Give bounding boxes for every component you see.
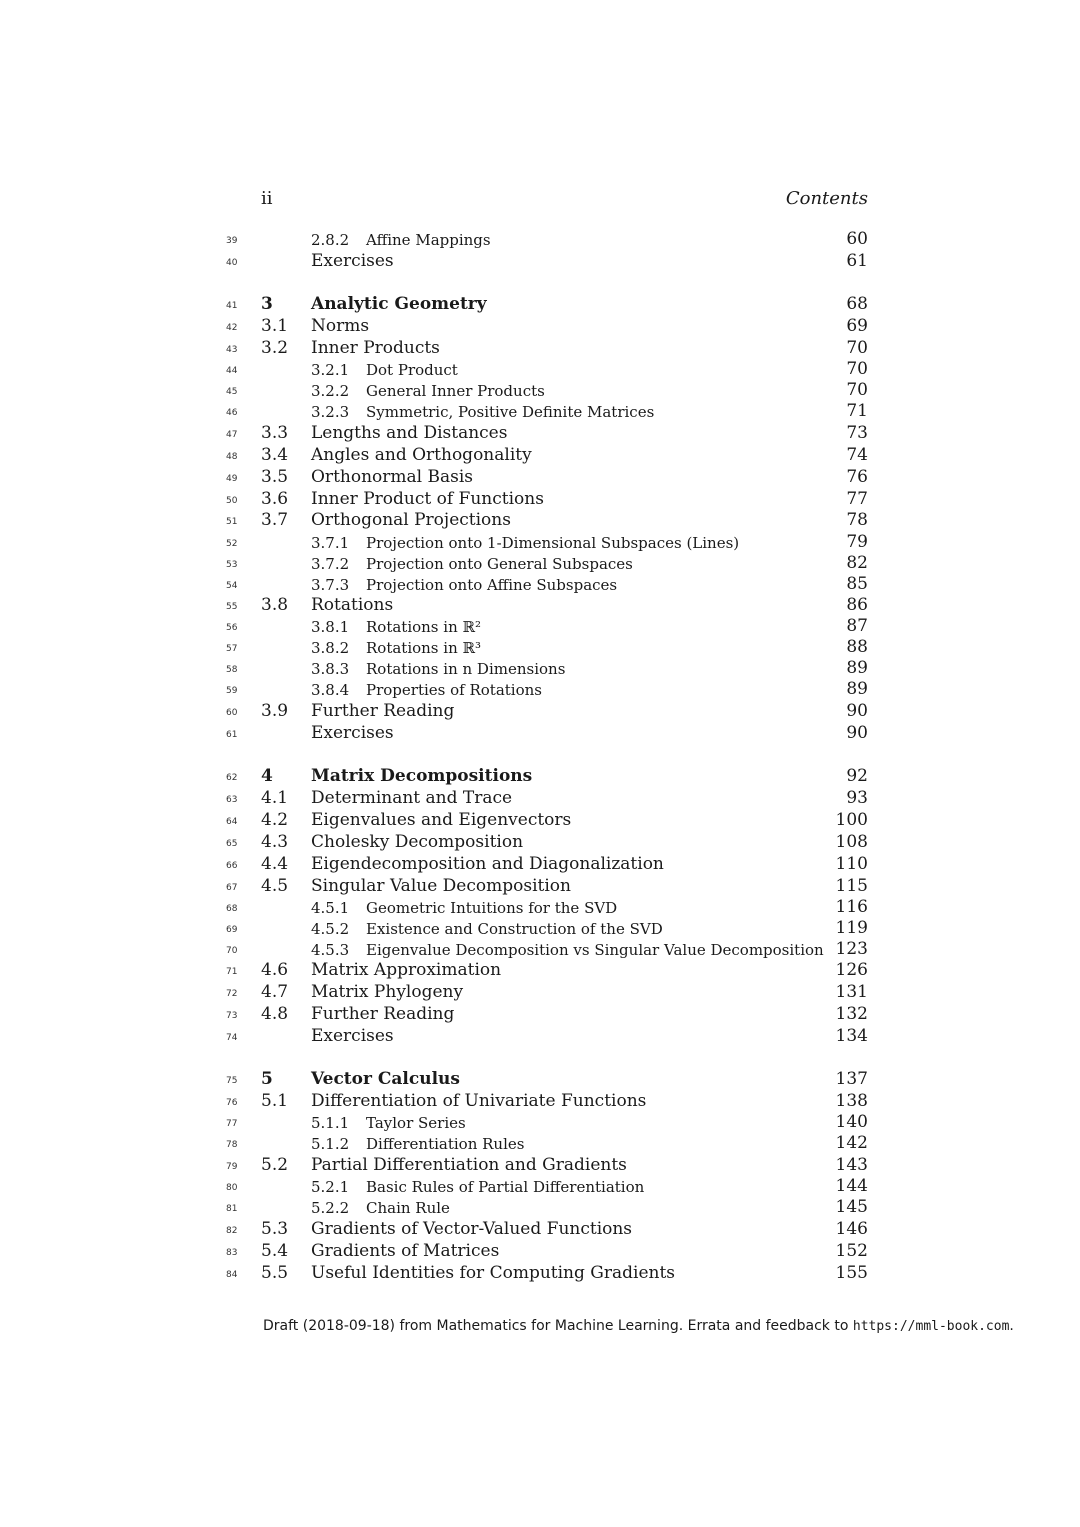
- toc-subsection[interactable]: [0, 553, 1080, 575]
- entry-number: 3.3: [261, 423, 289, 443]
- toc-section[interactable]: [0, 251, 1080, 273]
- entry-page: 89: [846, 679, 868, 699]
- entry-number: 3.7.3: [311, 576, 350, 594]
- line-number: 43: [226, 345, 238, 355]
- entry-number: 3.8.2: [311, 639, 350, 657]
- line-number: 46: [226, 408, 238, 418]
- line-number: 54: [226, 581, 238, 591]
- line-number: 72: [226, 989, 238, 999]
- entry-title[interactable]: Partial Differentiation and Gradients: [311, 1155, 627, 1175]
- entry-title[interactable]: Geometric Intuitions for the SVD: [366, 899, 618, 917]
- toc-subsection[interactable]: [0, 229, 1080, 251]
- entry-page: 108: [835, 832, 868, 852]
- entry-number: 5.2.1: [311, 1178, 350, 1196]
- entry-title[interactable]: Orthonormal Basis: [311, 467, 473, 487]
- entry-title[interactable]: Inner Products: [311, 338, 440, 358]
- entry-number: 3: [261, 294, 273, 314]
- line-number: 58: [226, 665, 238, 675]
- toc-subsection[interactable]: [0, 679, 1080, 701]
- line-number: 70: [226, 946, 238, 956]
- entry-number: 3.2.3: [311, 403, 350, 421]
- entry-page: 87: [846, 616, 868, 636]
- entry-title[interactable]: Determinant and Trace: [311, 788, 513, 808]
- entry-title[interactable]: Differentiation Rules: [366, 1135, 525, 1153]
- entry-page: 93: [846, 788, 868, 808]
- entry-number: 4.1: [261, 788, 289, 808]
- toc-section[interactable]: [0, 338, 1080, 360]
- entry-title[interactable]: Dot Product: [366, 361, 458, 379]
- toc-section[interactable]: [0, 1155, 1080, 1177]
- toc-subsection[interactable]: [0, 532, 1080, 554]
- entry-page: 90: [846, 723, 868, 743]
- entry-page: 143: [835, 1155, 868, 1175]
- line-number: 56: [226, 623, 238, 633]
- entry-title[interactable]: Exercises: [311, 1026, 394, 1046]
- toc-section[interactable]: [0, 810, 1080, 832]
- entry-page: 74: [846, 445, 868, 465]
- line-number: 74: [226, 1033, 238, 1043]
- entry-title[interactable]: Taylor Series: [366, 1114, 466, 1132]
- toc-section[interactable]: [0, 1004, 1080, 1026]
- entry-number: 4: [261, 766, 273, 786]
- entry-title[interactable]: Rotations: [311, 595, 394, 615]
- entry-page: 115: [835, 876, 868, 896]
- entry-title[interactable]: Existence and Construction of the SVD: [366, 920, 663, 938]
- toc-subsection[interactable]: [0, 658, 1080, 680]
- entry-page: 126: [835, 960, 868, 980]
- entry-page: 152: [835, 1241, 868, 1261]
- entry-title[interactable]: Rotations in ℝ²: [366, 618, 481, 636]
- line-number: 45: [226, 387, 238, 397]
- line-number: 50: [226, 496, 238, 506]
- entry-page: 138: [835, 1091, 868, 1111]
- toc-section[interactable]: [0, 723, 1080, 745]
- entry-number: 5.2.2: [311, 1199, 350, 1217]
- toc-subsection[interactable]: [0, 574, 1080, 596]
- entry-page: 77: [846, 489, 868, 509]
- entry-title[interactable]: Eigenvalues and Eigenvectors: [311, 810, 572, 830]
- toc-subsection[interactable]: [0, 1133, 1080, 1155]
- entry-page: 116: [835, 897, 868, 917]
- toc-section[interactable]: [0, 510, 1080, 532]
- entry-title[interactable]: Useful Identities for Computing Gradients: [311, 1263, 676, 1283]
- entry-page: 132: [835, 1004, 868, 1024]
- entry-page: 155: [835, 1263, 868, 1283]
- entry-page: 110: [835, 854, 868, 874]
- entry-number: 3.7.2: [311, 555, 350, 573]
- entry-title[interactable]: Rotations in ℝ³: [366, 639, 481, 657]
- entry-number: 4.5.1: [311, 899, 350, 917]
- entry-title[interactable]: Exercises: [311, 251, 394, 271]
- footer-end: .: [1009, 1318, 1014, 1334]
- entry-title[interactable]: Projection onto 1-Dimensional Subspaces (Lines): [366, 534, 740, 552]
- line-number: 53: [226, 560, 238, 570]
- entry-number: 4.6: [261, 960, 289, 980]
- entry-title[interactable]: Gradients of Matrices: [311, 1241, 500, 1261]
- toc-subsection[interactable]: [0, 939, 1080, 961]
- entry-title[interactable]: Affine Mappings: [366, 231, 491, 249]
- entry-title[interactable]: Differentiation of Univariate Functions: [311, 1091, 647, 1111]
- entry-title[interactable]: Further Reading: [311, 701, 455, 721]
- entry-page: 88: [846, 637, 868, 657]
- entry-number: 5.1.2: [311, 1135, 350, 1153]
- entry-number: 5.1: [261, 1091, 289, 1111]
- entry-number: 3.7: [261, 510, 289, 530]
- entry-title[interactable]: Orthogonal Projections: [311, 510, 511, 530]
- line-number: 76: [226, 1098, 238, 1108]
- toc-section[interactable]: [0, 467, 1080, 489]
- line-number: 40: [226, 258, 238, 268]
- entry-page: 144: [835, 1176, 868, 1196]
- footer-text: Draft (2018-09-18) from Mathematics for Machine Learning. Errata and feedback to: [263, 1318, 853, 1334]
- entry-number: 3.8.4: [311, 681, 350, 699]
- entry-page: 90: [846, 701, 868, 721]
- line-number: 65: [226, 839, 238, 849]
- entry-number: 4.3: [261, 832, 289, 852]
- toc-section[interactable]: [0, 876, 1080, 898]
- footer: [263, 1318, 1014, 1334]
- entry-page: 61: [846, 251, 868, 271]
- toc-section[interactable]: [0, 1091, 1080, 1113]
- line-number: 71: [226, 967, 238, 977]
- line-number: 67: [226, 883, 238, 893]
- entry-title[interactable]: Basic Rules of Partial Differentiation: [366, 1178, 645, 1196]
- toc-subsection[interactable]: [0, 616, 1080, 638]
- toc-section[interactable]: [0, 854, 1080, 876]
- entry-title[interactable]: General Inner Products: [366, 382, 545, 400]
- entry-title[interactable]: Vector Calculus: [311, 1069, 460, 1089]
- entry-number: 5.3: [261, 1219, 289, 1239]
- entry-title[interactable]: Symmetric, Positive Definite Matrices: [366, 403, 655, 421]
- line-number: 55: [226, 602, 238, 612]
- line-number: 61: [226, 730, 238, 740]
- line-number: 57: [226, 644, 238, 654]
- line-number: 69: [226, 925, 238, 935]
- line-number: 82: [226, 1226, 238, 1236]
- entry-number: 3.6: [261, 489, 289, 509]
- footer-url[interactable]: https://mml-book.com: [852, 1319, 1010, 1334]
- toc-subsection[interactable]: [0, 1197, 1080, 1219]
- toc-chapter[interactable]: [0, 294, 1080, 316]
- toc-subsection[interactable]: [0, 637, 1080, 659]
- entry-number: 4.5: [261, 876, 289, 896]
- entry-page: 89: [846, 658, 868, 678]
- line-number: 59: [226, 686, 238, 696]
- entry-number: 5: [261, 1069, 273, 1089]
- entry-title[interactable]: Rotations in n Dimensions: [366, 660, 566, 678]
- entry-number: 4.2: [261, 810, 289, 830]
- entry-number: 3.1: [261, 316, 289, 336]
- line-number: 73: [226, 1011, 238, 1021]
- toc-subsection[interactable]: [0, 1176, 1080, 1198]
- entry-page: 85: [846, 574, 868, 594]
- line-number: 80: [226, 1183, 238, 1193]
- entry-title[interactable]: Projection onto Affine Subspaces: [366, 576, 618, 594]
- page-number: ii: [261, 188, 273, 209]
- entry-number: 4.5.2: [311, 920, 350, 938]
- entry-title[interactable]: Projection onto General Subspaces: [366, 555, 633, 573]
- entry-title[interactable]: Analytic Geometry: [311, 294, 487, 314]
- toc-subsection[interactable]: [0, 1112, 1080, 1134]
- toc-subsection[interactable]: [0, 380, 1080, 402]
- toc-section[interactable]: [0, 423, 1080, 445]
- entry-page: 131: [835, 982, 868, 1002]
- toc-section[interactable]: [0, 1263, 1080, 1285]
- entry-page: 86: [846, 595, 868, 615]
- entry-title[interactable]: Exercises: [311, 723, 394, 743]
- line-number: 68: [226, 904, 238, 914]
- entry-number: 4.8: [261, 1004, 289, 1024]
- line-number: 60: [226, 708, 238, 718]
- line-number: 79: [226, 1162, 238, 1172]
- line-number: 49: [226, 474, 238, 484]
- line-number: 48: [226, 452, 238, 462]
- entry-number: 3.7.1: [311, 534, 350, 552]
- entry-number: 3.4: [261, 445, 289, 465]
- entry-number: 5.1.1: [311, 1114, 350, 1132]
- entry-page: 69: [846, 316, 868, 336]
- entry-page: 76: [846, 467, 868, 487]
- entry-title[interactable]: Eigendecomposition and Diagonalization: [311, 854, 664, 874]
- entry-page: 70: [846, 380, 868, 400]
- toc-chapter[interactable]: [0, 766, 1080, 788]
- toc-section[interactable]: [0, 445, 1080, 467]
- toc-section[interactable]: [0, 489, 1080, 511]
- toc-section[interactable]: [0, 1026, 1080, 1048]
- line-number: 63: [226, 795, 238, 805]
- entry-page: 78: [846, 510, 868, 530]
- entry-page: 123: [835, 939, 868, 959]
- entry-number: 2.8.2: [311, 231, 350, 249]
- entry-title[interactable]: Matrix Decompositions: [311, 766, 533, 786]
- entry-number: 4.5.3: [311, 941, 350, 959]
- entry-title[interactable]: Properties of Rotations: [366, 681, 542, 699]
- toc-section[interactable]: [0, 1241, 1080, 1263]
- entry-title[interactable]: Lengths and Distances: [311, 423, 508, 443]
- entry-number: 3.8.3: [311, 660, 350, 678]
- entry-page: 137: [835, 1069, 868, 1089]
- toc-section[interactable]: [0, 701, 1080, 723]
- toc-section[interactable]: [0, 595, 1080, 617]
- entry-number: 5.4: [261, 1241, 289, 1261]
- entry-page: 73: [846, 423, 868, 443]
- entry-title[interactable]: Eigenvalue Decomposition vs Singular Value Decomposition: [366, 941, 824, 959]
- toc-subsection[interactable]: [0, 918, 1080, 940]
- toc-section[interactable]: [0, 982, 1080, 1004]
- toc-subsection[interactable]: [0, 359, 1080, 381]
- entry-page: 71: [846, 401, 868, 421]
- line-number: 41: [226, 301, 238, 311]
- entry-number: 4.7: [261, 982, 289, 1002]
- line-number: 83: [226, 1248, 238, 1258]
- entry-page: 119: [835, 918, 868, 938]
- line-number: 77: [226, 1119, 238, 1129]
- entry-page: 82: [846, 553, 868, 573]
- toc-section[interactable]: [0, 960, 1080, 982]
- entry-number: 5.5: [261, 1263, 289, 1283]
- toc-subsection[interactable]: [0, 401, 1080, 423]
- line-number: 62: [226, 773, 238, 783]
- toc-section[interactable]: [0, 1219, 1080, 1241]
- toc-section[interactable]: [0, 316, 1080, 338]
- entry-title[interactable]: Chain Rule: [366, 1199, 450, 1217]
- toc-chapter[interactable]: [0, 1069, 1080, 1091]
- entry-number: 3.2.1: [311, 361, 350, 379]
- entry-number: 3.8: [261, 595, 289, 615]
- toc-section[interactable]: [0, 788, 1080, 810]
- entry-title[interactable]: Gradients of Vector-Valued Functions: [311, 1219, 633, 1239]
- entry-number: 3.2.2: [311, 382, 350, 400]
- line-number: 75: [226, 1076, 238, 1086]
- line-number: 78: [226, 1140, 238, 1150]
- toc-section[interactable]: [0, 832, 1080, 854]
- entry-title[interactable]: Cholesky Decomposition: [311, 832, 524, 852]
- entry-title[interactable]: Inner Product of Functions: [311, 489, 544, 509]
- line-number: 66: [226, 861, 238, 871]
- entry-page: 100: [835, 810, 868, 830]
- entry-page: 142: [835, 1133, 868, 1153]
- line-number: 64: [226, 817, 238, 827]
- line-number: 42: [226, 323, 238, 333]
- toc-subsection[interactable]: [0, 897, 1080, 919]
- entry-number: 3.9: [261, 701, 289, 721]
- entry-title[interactable]: Matrix Phylogeny: [311, 982, 464, 1002]
- line-number: 44: [226, 366, 238, 376]
- line-number: 84: [226, 1270, 238, 1280]
- entry-page: 134: [835, 1026, 868, 1046]
- entry-title[interactable]: Norms: [311, 316, 370, 336]
- entry-number: 3.8.1: [311, 618, 350, 636]
- entry-page: 140: [835, 1112, 868, 1132]
- entry-page: 70: [846, 338, 868, 358]
- entry-number: 3.5: [261, 467, 289, 487]
- entry-page: 92: [846, 766, 868, 786]
- running-title: Contents: [785, 188, 868, 209]
- entry-title[interactable]: Matrix Approximation: [311, 960, 502, 980]
- line-number: 47: [226, 430, 238, 440]
- entry-page: 145: [835, 1197, 868, 1217]
- entry-number: 4.4: [261, 854, 289, 874]
- entry-number: 3.2: [261, 338, 289, 358]
- line-number: 81: [226, 1204, 238, 1214]
- entry-page: 70: [846, 359, 868, 379]
- line-number: 51: [226, 517, 238, 527]
- entry-title[interactable]: Singular Value Decomposition: [311, 876, 571, 896]
- line-number: 39: [226, 236, 238, 246]
- entry-page: 60: [846, 229, 868, 249]
- line-number: 52: [226, 539, 238, 549]
- entry-page: 68: [846, 294, 868, 314]
- entry-title[interactable]: Further Reading: [311, 1004, 455, 1024]
- entry-title[interactable]: Angles and Orthogonality: [311, 445, 532, 465]
- entry-page: 146: [835, 1219, 868, 1239]
- entry-page: 79: [846, 532, 868, 552]
- entry-number: 5.2: [261, 1155, 289, 1175]
